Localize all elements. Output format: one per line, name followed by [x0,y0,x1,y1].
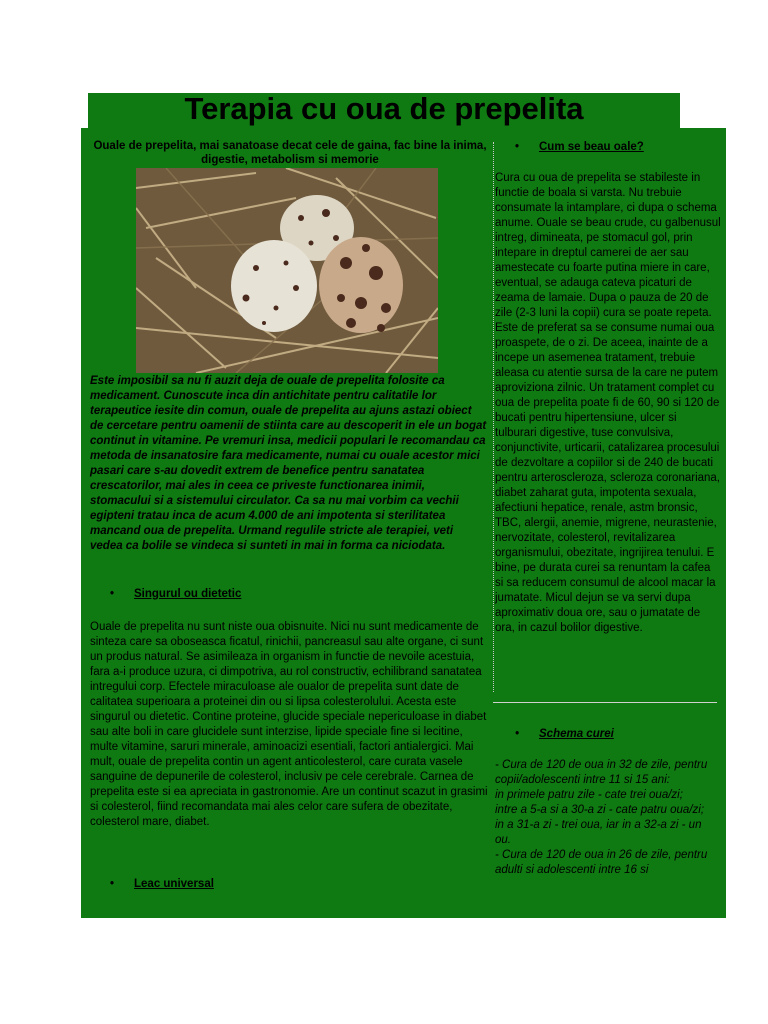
section-heading-how-label: Cum se beau oale? [539,141,644,153]
bullet-icon: • [515,141,520,153]
bullet-icon: • [515,728,520,740]
section-heading-dietetic [110,587,241,601]
schema-line: in primele patru zile - cate trei oua/zi; [495,789,683,801]
section-body-how: Cura cu oua de prepelita se stabileste in functie de boala si varsta. Nu trebuie consumate la intamplare, ci dupa o schema anume. Ouale se beau crude, cu galbenusul intreg, dimineata, pe stomacul gol, prin intepare in dreptul camerei de aer sau amestecate cu foarte putina miere in care, eventual, se adauga cateva picaturi de zeama de lamaie. Dupa o pauza de 20 de zile (2-3 luni la copii) cura se poate repeta. Este de preferat sa se consume numai oua proaspete, de o zi. De aceea, inainte de a incepe un asemenea tratament, trebuie aleasa cu atentie sursa de la care ne putem aproviziona zilnic. Un tratament complet cu oua de prepelita poate fi de 60, 90 si 120 de bucati pentru hipertensiune, ulcer si tulburari digestive, tuse convulsiva, conjunctivite, urticarii, catalizarea procesului de dezvoltare a copiilor si de 240 de bucati pentru arteroscleroza, scleroza coronariana, diabet zaharat guta, impotenta sexuala, afectiuni hepatice, renale, astm bronsic, TBC, alergii, anemie, migrene, neurastenie, nervozitate, colesterol, revitalizarea organismului, obezitate, ingrijirea tenului. E bine, pe durata curei sa renuntam la cafea si sa reducem consumul de alcool macar la jumatate. Micul dejun se va servi dupa aproximativ doua ore, sau o jumatate de ora, in cazul bolilor digestive. [495,172,721,634]
section-heading-dietetic-label: Singurul ou dietetic [134,588,242,600]
schema-line: - Cura de 120 de oua in 26 de zile, pentru adulti si adolescenti intre 16 si [495,849,708,876]
schema-line: - Cura de 120 de oua in 32 de zile, pentru copii/adolescenti intre 11 si 15 ani: [495,759,708,786]
quail-eggs-image [136,168,438,373]
section-heading-schema-label: Schema curei [539,728,614,740]
schema-line: in a 31-a zi - trei oua, iar in a 32-a zi - un ou. [495,819,702,846]
quail-eggs-photo [136,168,438,373]
section-heading-universal [110,877,214,891]
lead-paragraph: Este imposibil sa nu fi auzit deja de ouale de prepelita folosite ca medicament. Cunoscute inca din antichitate pentru calitatile lor terapeutice iesite din comun, ouale de prepelita au ajuns astazi obiect de cercetare pentru oamenii de stiinta care au descoperit in ele un bogat continut in vitamine. Pe vremuri insa, medicii populari le recomandau ca metoda de insanatosire fara medicamente, numai cu ouale acestor mici pasari care s-au dovedit extrem de benefice pentru sanatatea crescatorilor, mai ales in ceea ce priveste functionarea inimii, stomacului si a sistemului circulator. Ca sa nu mai vorbim ca vechii egipteni tratau inca de acum 4.000 de ani impotenta si sterilitatea mancand oua de prepelita. Urmand regulile stricte ale terapiei, veti vedea ca bolile se vindeca si sunteti in mai in forma ca niciodata. [90,375,487,552]
schema-list [495,758,717,878]
schema-line: intre a 5-a si a 30-a zi - cate patru oua/zi; [495,804,705,816]
bullet-icon: • [110,878,115,890]
intro-subtitle: Ouale de prepelita, mai sanatoase decat cele de gaina, fac bine la inima, digestie, metabolism si memorie [93,140,487,166]
section-heading-how [515,140,644,154]
horizontal-divider [493,702,717,703]
section-heading-universal-label: Leac universal [134,878,214,890]
section-heading-schema [515,727,614,741]
column-divider [493,142,494,692]
page-title: Terapia cu oua de prepelita [184,91,584,126]
section-body-dietetic: Ouale de prepelita nu sunt niste oua obisnuite. Nici nu sunt medicamente de sinteza care sa oboseasca ficatul, rinichii, pancreasul sau alte organe, ci sunt un produs natural. Se asimileaza in organism in functie de nevoile acestuia, fara a-i produce uzura, ci dimpotriva, au rol constructiv, echilibrand sanatatea intregului corp. Efectele miraculoase ale oualor de prepelita sunt date de calitatea superioara a proteinei din ou si lipsa colesterolului. Acesta este singurul ou dietetic. Contine proteine, glucide speciale nepericuloase in diabet sau alte boli in care glucidele sunt interzise, lipide speciale fine si lecitine, multe vitamine, saruri minerale, aminoacizi esentiali, factori antialergici. Mai mult, ouale de prepelita contin un agent anticolesterol, care curata vasele sanguine de depunerile de colesterol, inclusiv pe cele cerebrale. Carnea de prepelita este si ea apreciata in gastronomie. Are un continut scazut in grasimi si colesterol, fiind recomandata mai ales celor care sufera de obezitate, colesterol mare, diabet. [90,621,488,828]
bullet-icon: • [110,588,115,600]
